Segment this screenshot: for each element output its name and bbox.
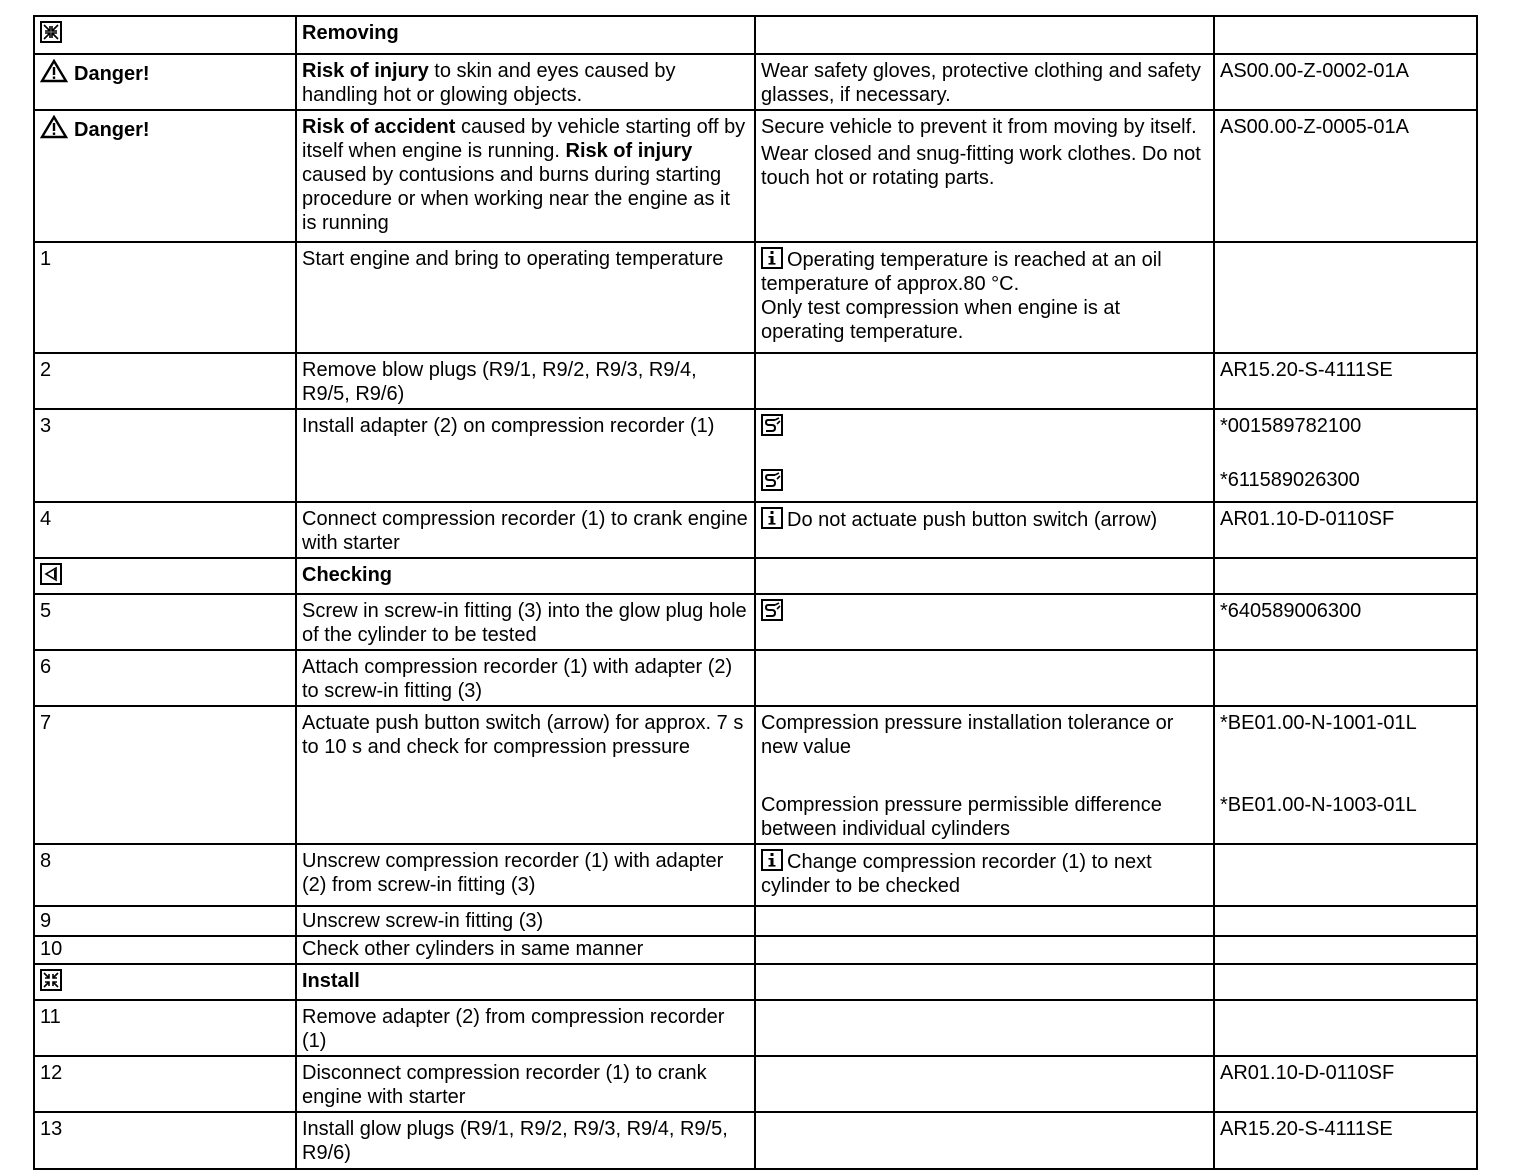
- table-row: [34, 1112, 1477, 1169]
- ref-cell: AR01.10-D-0110SF: [1214, 502, 1477, 558]
- action-cell: Unscrew screw-in fitting (3): [296, 906, 755, 936]
- warning-triangle-icon: [40, 115, 68, 139]
- step-cell: 4: [34, 502, 296, 558]
- ref-cell: AR15.20-S-4111SE: [1214, 1112, 1477, 1169]
- action-cell: Attach compression recorder (1) with adapter (2) to screw-in fitting (3): [296, 650, 755, 706]
- note-cell: [755, 650, 1214, 706]
- danger-label: Danger!: [74, 119, 150, 141]
- table-row: [34, 1000, 1477, 1056]
- note-cell: [755, 353, 1214, 409]
- action-cell: Connect compression recorder (1) to crank engine with starter: [296, 502, 755, 558]
- warning-triangle-icon: [40, 59, 68, 83]
- note-cell: [755, 936, 1214, 964]
- note-cell: [755, 594, 1214, 650]
- action-cell: Install adapter (2) on compression recorder (1): [296, 409, 755, 502]
- risk-bold: Risk of injury: [302, 60, 429, 82]
- table-row: [34, 110, 1477, 242]
- table-row: [34, 558, 1477, 594]
- assemble-icon: [40, 969, 62, 991]
- ref-cell: AS00.00-Z-0002-01A: [1214, 54, 1477, 110]
- disassemble-icon: [40, 21, 62, 43]
- risk-text: caused by contusions and burns during starting procedure or when working near the engine as it is running: [302, 164, 731, 234]
- ref-cell: [1214, 964, 1477, 1000]
- note-line: Secure vehicle to prevent it from moving by itself.: [761, 116, 1197, 138]
- table-row: [34, 1056, 1477, 1112]
- ref-cell: [1214, 242, 1477, 353]
- action-cell: Start engine and bring to operating temperature: [296, 242, 755, 353]
- step-cell: 5: [34, 594, 296, 650]
- step-cell: [34, 110, 296, 242]
- note-line: Compression pressure permissible difference between individual cylinders: [761, 794, 1162, 840]
- risk-bold: Risk of injury: [565, 140, 693, 162]
- ref-line: *BE01.00-N-1001-01L: [1220, 712, 1417, 734]
- note-cell: [755, 558, 1214, 594]
- action-cell: Check other cylinders in same manner: [296, 936, 755, 964]
- note-cell: [755, 906, 1214, 936]
- note-cell: [755, 502, 1214, 558]
- step-cell: 11: [34, 1000, 296, 1056]
- action-cell: [296, 54, 755, 110]
- table-row: [34, 594, 1477, 650]
- step-cell: 6: [34, 650, 296, 706]
- action-cell: Install: [296, 964, 755, 1000]
- ref-cell: [1214, 706, 1477, 844]
- info-icon: [761, 849, 783, 871]
- table-row: [34, 242, 1477, 353]
- action-cell: Actuate push button switch (arrow) for approx. 7 s to 10 s and check for compression pressure: [296, 706, 755, 844]
- step-cell: [34, 558, 296, 594]
- procedure-table: [33, 15, 1478, 1170]
- ref-cell: [1214, 936, 1477, 964]
- step-cell: [34, 16, 296, 54]
- action-cell: Unscrew compression recorder (1) with adapter (2) from screw-in fitting (3): [296, 844, 755, 906]
- table-row: [34, 906, 1477, 936]
- ref-cell: AR15.20-S-4111SE: [1214, 353, 1477, 409]
- ref-cell: AR01.10-D-0110SF: [1214, 1056, 1477, 1112]
- step-cell: 10: [34, 936, 296, 964]
- ref-cell: [1214, 844, 1477, 906]
- ref-cell: [1214, 906, 1477, 936]
- step-cell: 3: [34, 409, 296, 502]
- action-cell: Disconnect compression recorder (1) to crank engine with starter: [296, 1056, 755, 1112]
- table-row: [34, 706, 1477, 844]
- info-icon: [761, 507, 783, 529]
- table-row: [34, 936, 1477, 964]
- risk-text: to skin and eyes caused by handling hot or glowing objects.: [302, 60, 676, 106]
- action-cell: Remove adapter (2) from compression recorder (1): [296, 1000, 755, 1056]
- table-row: [34, 650, 1477, 706]
- note-line: Compression pressure installation tolerance or new value: [761, 712, 1174, 758]
- note-cell: [755, 706, 1214, 844]
- note-cell: [755, 1056, 1214, 1112]
- ref-line: *BE01.00-N-1003-01L: [1220, 794, 1417, 816]
- step-cell: 2: [34, 353, 296, 409]
- step-cell: [34, 54, 296, 110]
- step-cell: 13: [34, 1112, 296, 1169]
- info-icon: [761, 247, 783, 269]
- tool-number: *611589026300: [1220, 469, 1360, 491]
- table-row: [34, 502, 1477, 558]
- table-row: [34, 353, 1477, 409]
- danger-label: Danger!: [74, 63, 150, 85]
- action-cell: Remove blow plugs (R9/1, R9/2, R9/3, R9/4, R9/5, R9/6): [296, 353, 755, 409]
- ref-cell: [1214, 409, 1477, 502]
- note-line: Change compression recorder (1) to next cylinder to be checked: [761, 851, 1152, 897]
- ref-cell: AS00.00-Z-0005-01A: [1214, 110, 1477, 242]
- action-cell: Screw in screw-in fitting (3) into the glow plug hole of the cylinder to be tested: [296, 594, 755, 650]
- note-cell: [755, 964, 1214, 1000]
- special-tool-icon: [761, 414, 783, 436]
- table-row: [34, 16, 1477, 54]
- special-tool-icon: [761, 599, 783, 621]
- table-row: [34, 409, 1477, 502]
- checking-icon: [40, 563, 62, 585]
- ref-cell: [1214, 558, 1477, 594]
- note-line: Only test compression when engine is at operating temperature.: [761, 297, 1121, 343]
- action-cell: Checking: [296, 558, 755, 594]
- note-cell: [755, 242, 1214, 353]
- note-line: Wear closed and snug-fitting work clothes. Do not touch hot or rotating parts.: [761, 143, 1201, 189]
- step-cell: 7: [34, 706, 296, 844]
- risk-text: caused by vehicle starting off by itself when engine is running.: [302, 116, 746, 162]
- special-tool-icon: [761, 469, 783, 491]
- tool-number: *001589782100: [1220, 415, 1362, 437]
- table-row: [34, 844, 1477, 906]
- ref-cell: [1214, 16, 1477, 54]
- note-cell: [755, 110, 1214, 242]
- step-cell: 1: [34, 242, 296, 353]
- step-cell: [34, 964, 296, 1000]
- note-cell: [755, 1000, 1214, 1056]
- step-cell: 9: [34, 906, 296, 936]
- table-row: [34, 54, 1477, 110]
- note-line: Operating temperature is reached at an oil temperature of approx.80 °C.: [761, 249, 1162, 295]
- ref-cell: [1214, 1000, 1477, 1056]
- ref-cell: [1214, 650, 1477, 706]
- note-line: Do not actuate push button switch (arrow): [787, 509, 1158, 531]
- risk-bold: Risk of accident: [302, 116, 456, 138]
- note-cell: [755, 1112, 1214, 1169]
- note-cell: [755, 844, 1214, 906]
- ref-cell: *640589006300: [1214, 594, 1477, 650]
- note-cell: [755, 409, 1214, 502]
- action-cell: [296, 110, 755, 242]
- note-cell: [755, 16, 1214, 54]
- action-cell: Removing: [296, 16, 755, 54]
- step-cell: 12: [34, 1056, 296, 1112]
- note-cell: Wear safety gloves, protective clothing and safety glasses, if necessary.: [755, 54, 1214, 110]
- table-row: [34, 964, 1477, 1000]
- step-cell: 8: [34, 844, 296, 906]
- action-cell: Install glow plugs (R9/1, R9/2, R9/3, R9/4, R9/5, R9/6): [296, 1112, 755, 1169]
